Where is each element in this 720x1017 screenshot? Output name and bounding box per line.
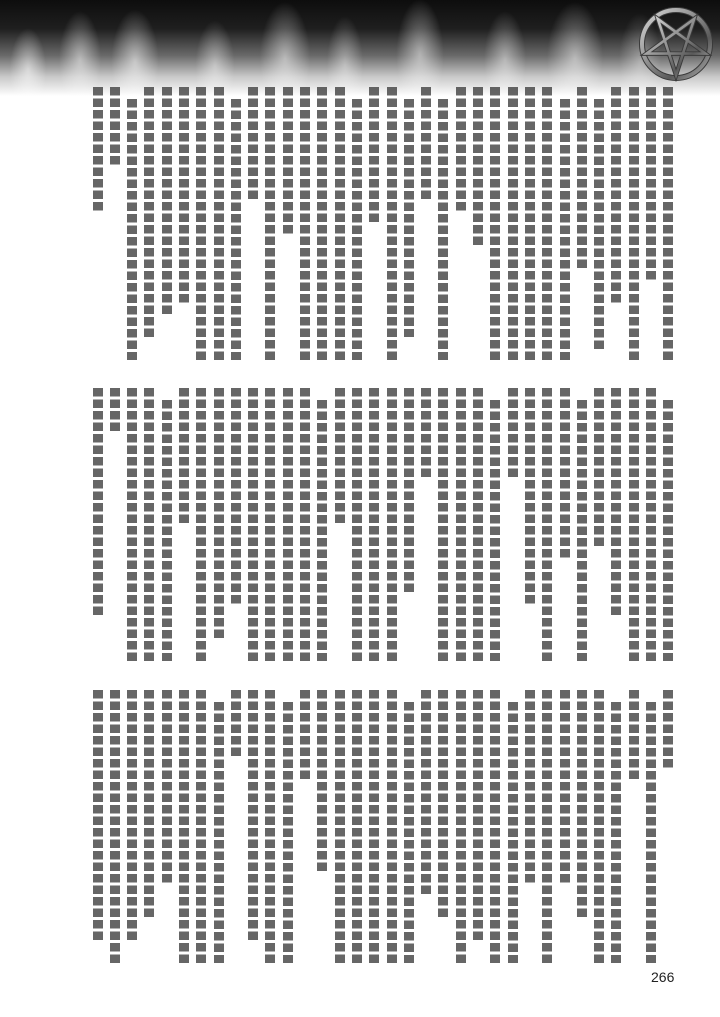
text-line-placeholder xyxy=(387,690,397,963)
text-column xyxy=(331,690,348,970)
text-line-placeholder xyxy=(265,87,275,360)
text-column xyxy=(660,690,677,970)
text-column xyxy=(227,87,244,367)
text-line-placeholder xyxy=(646,702,656,964)
text-line-placeholder xyxy=(352,99,362,361)
text-column xyxy=(279,87,296,367)
text-line-placeholder xyxy=(629,388,639,661)
text-column xyxy=(573,388,590,668)
text-line-placeholder xyxy=(369,690,379,963)
text-line-placeholder xyxy=(196,388,206,661)
text-line-placeholder xyxy=(611,702,621,964)
text-column xyxy=(452,87,469,367)
text-line-placeholder xyxy=(214,388,224,638)
text-tier-2 xyxy=(88,388,677,668)
text-line-placeholder xyxy=(144,388,154,661)
text-line-placeholder xyxy=(196,690,206,963)
text-column xyxy=(418,388,435,668)
text-column xyxy=(124,690,141,970)
text-line-placeholder xyxy=(352,690,362,963)
text-line-placeholder xyxy=(110,388,120,431)
text-column xyxy=(366,388,383,668)
text-line-placeholder xyxy=(508,388,518,477)
text-column xyxy=(521,388,538,668)
text-line-placeholder xyxy=(93,87,103,211)
text-column xyxy=(193,87,210,367)
text-column xyxy=(348,690,365,970)
text-line-placeholder xyxy=(490,87,500,360)
text-column xyxy=(210,87,227,367)
text-column xyxy=(296,87,313,367)
text-column xyxy=(608,87,625,367)
text-column xyxy=(504,690,521,970)
text-line-placeholder xyxy=(127,388,137,661)
text-line-placeholder xyxy=(110,87,120,165)
text-column xyxy=(435,87,452,367)
text-line-placeholder xyxy=(352,388,362,661)
text-column xyxy=(158,87,175,367)
text-line-placeholder xyxy=(317,400,327,662)
text-column xyxy=(591,87,608,367)
text-line-placeholder xyxy=(335,388,345,523)
text-column xyxy=(504,388,521,668)
text-column xyxy=(400,87,417,367)
text-column xyxy=(573,87,590,367)
text-column xyxy=(642,388,659,668)
text-line-placeholder xyxy=(456,388,466,661)
text-column xyxy=(296,690,313,970)
text-column xyxy=(89,690,106,970)
text-line-placeholder xyxy=(300,87,310,360)
text-line-placeholder xyxy=(421,690,431,894)
text-line-placeholder xyxy=(283,388,293,661)
text-column xyxy=(296,388,313,668)
text-line-placeholder xyxy=(490,690,500,963)
text-column xyxy=(556,87,573,367)
inverted-pentagram-icon xyxy=(638,6,714,82)
text-column xyxy=(175,690,192,970)
text-line-placeholder xyxy=(162,690,172,883)
text-column xyxy=(418,690,435,970)
text-column xyxy=(158,690,175,970)
text-column xyxy=(331,87,348,367)
text-column xyxy=(227,388,244,668)
text-line-placeholder xyxy=(663,400,673,662)
text-line-placeholder xyxy=(162,87,172,314)
text-column xyxy=(245,87,262,367)
text-column xyxy=(106,690,123,970)
text-column xyxy=(660,87,677,367)
text-line-placeholder xyxy=(162,400,172,662)
text-line-placeholder xyxy=(646,87,656,280)
text-line-placeholder xyxy=(456,87,466,211)
text-column xyxy=(210,690,227,970)
text-line-placeholder xyxy=(611,388,621,615)
text-column xyxy=(124,87,141,367)
text-line-placeholder xyxy=(438,99,448,361)
text-line-placeholder xyxy=(438,388,448,661)
text-line-placeholder xyxy=(231,388,241,604)
text-column xyxy=(89,388,106,668)
text-line-placeholder xyxy=(560,388,570,558)
text-column xyxy=(383,388,400,668)
text-column xyxy=(314,690,331,970)
text-line-placeholder xyxy=(214,87,224,360)
text-column xyxy=(366,87,383,367)
text-line-placeholder xyxy=(473,388,483,661)
page-number: 266 xyxy=(651,969,675,985)
text-line-placeholder xyxy=(231,99,241,361)
text-line-placeholder xyxy=(663,690,673,768)
text-line-placeholder xyxy=(577,690,587,917)
text-line-placeholder xyxy=(93,690,103,940)
text-column xyxy=(418,87,435,367)
text-column xyxy=(521,690,538,970)
text-column xyxy=(487,388,504,668)
text-line-placeholder xyxy=(335,690,345,963)
text-line-placeholder xyxy=(283,87,293,234)
text-column xyxy=(556,690,573,970)
text-column xyxy=(331,388,348,668)
text-column xyxy=(642,87,659,367)
text-line-placeholder xyxy=(525,690,535,883)
text-column xyxy=(469,690,486,970)
text-line-placeholder xyxy=(196,87,206,360)
text-column xyxy=(452,388,469,668)
text-column xyxy=(262,690,279,970)
text-column xyxy=(400,690,417,970)
text-column xyxy=(193,690,210,970)
text-column xyxy=(89,87,106,367)
text-column xyxy=(141,690,158,970)
text-line-placeholder xyxy=(404,702,414,964)
text-line-placeholder xyxy=(248,87,258,199)
text-column xyxy=(608,690,625,970)
text-line-placeholder xyxy=(542,388,552,661)
text-column xyxy=(487,87,504,367)
header-smoke-banner xyxy=(0,0,720,96)
text-line-placeholder xyxy=(646,388,656,661)
text-line-placeholder xyxy=(179,690,189,963)
text-tier-3 xyxy=(88,690,677,970)
text-column xyxy=(625,690,642,970)
text-column xyxy=(366,690,383,970)
text-line-placeholder xyxy=(421,388,431,477)
text-column xyxy=(348,87,365,367)
text-line-placeholder xyxy=(300,690,310,779)
text-column xyxy=(625,87,642,367)
text-column xyxy=(227,690,244,970)
text-column xyxy=(158,388,175,668)
text-line-placeholder xyxy=(594,388,604,546)
text-line-placeholder xyxy=(594,690,604,963)
text-column xyxy=(504,87,521,367)
text-column xyxy=(210,388,227,668)
text-tier-1 xyxy=(88,87,677,367)
text-line-placeholder xyxy=(317,87,327,360)
text-column xyxy=(625,388,642,668)
text-column xyxy=(124,388,141,668)
text-line-placeholder xyxy=(283,702,293,964)
text-line-placeholder xyxy=(248,690,258,940)
text-line-placeholder xyxy=(577,400,587,662)
text-column xyxy=(556,388,573,668)
text-column xyxy=(469,388,486,668)
text-line-placeholder xyxy=(473,690,483,940)
text-line-placeholder xyxy=(110,690,120,963)
text-column xyxy=(591,388,608,668)
text-line-placeholder xyxy=(560,690,570,883)
text-column xyxy=(539,388,556,668)
text-line-placeholder xyxy=(214,702,224,964)
text-line-placeholder xyxy=(369,87,379,222)
text-column xyxy=(435,388,452,668)
text-line-placeholder xyxy=(473,87,483,245)
text-line-placeholder xyxy=(663,87,673,360)
text-column xyxy=(435,690,452,970)
text-column xyxy=(573,690,590,970)
text-line-placeholder xyxy=(542,690,552,963)
text-line-placeholder xyxy=(335,87,345,360)
text-column xyxy=(279,690,296,970)
text-line-placeholder xyxy=(438,690,448,917)
text-line-placeholder xyxy=(508,87,518,360)
text-line-placeholder xyxy=(248,388,258,661)
text-column xyxy=(193,388,210,668)
text-column xyxy=(383,690,400,970)
text-line-placeholder xyxy=(387,87,397,360)
text-line-placeholder xyxy=(611,87,621,303)
text-column xyxy=(314,87,331,367)
text-column xyxy=(141,388,158,668)
text-line-placeholder xyxy=(542,87,552,360)
text-line-placeholder xyxy=(144,690,154,917)
text-column xyxy=(106,87,123,367)
text-column xyxy=(279,388,296,668)
text-column xyxy=(262,388,279,668)
text-line-placeholder xyxy=(629,690,639,779)
text-line-placeholder xyxy=(127,690,137,940)
text-column xyxy=(175,388,192,668)
text-line-placeholder xyxy=(560,99,570,361)
text-column xyxy=(660,388,677,668)
text-column xyxy=(539,87,556,367)
text-line-placeholder xyxy=(525,87,535,360)
text-line-placeholder xyxy=(369,388,379,661)
text-column xyxy=(245,388,262,668)
text-column xyxy=(175,87,192,367)
text-line-placeholder xyxy=(387,388,397,661)
text-line-placeholder xyxy=(629,87,639,360)
text-column xyxy=(245,690,262,970)
text-line-placeholder xyxy=(179,388,189,523)
text-line-placeholder xyxy=(508,702,518,964)
text-column xyxy=(591,690,608,970)
text-line-placeholder xyxy=(577,87,587,268)
text-column xyxy=(469,87,486,367)
text-line-placeholder xyxy=(525,388,535,604)
text-line-placeholder xyxy=(490,400,500,662)
text-line-placeholder xyxy=(265,690,275,963)
text-column xyxy=(141,87,158,367)
text-column xyxy=(400,388,417,668)
text-column xyxy=(262,87,279,367)
text-line-placeholder xyxy=(300,388,310,661)
text-line-placeholder xyxy=(404,99,414,338)
text-line-placeholder xyxy=(594,99,604,349)
text-line-placeholder xyxy=(179,87,189,303)
text-line-placeholder xyxy=(456,690,466,963)
text-line-placeholder xyxy=(231,690,241,756)
text-column xyxy=(539,690,556,970)
text-line-placeholder xyxy=(265,388,275,661)
text-column xyxy=(452,690,469,970)
text-column xyxy=(487,690,504,970)
text-line-placeholder xyxy=(421,87,431,199)
text-column xyxy=(608,388,625,668)
text-line-placeholder xyxy=(144,87,154,337)
text-column xyxy=(521,87,538,367)
text-line-placeholder xyxy=(127,99,137,361)
text-column xyxy=(383,87,400,367)
text-column xyxy=(106,388,123,668)
text-line-placeholder xyxy=(404,388,414,592)
text-column xyxy=(348,388,365,668)
text-line-placeholder xyxy=(93,388,103,615)
text-column xyxy=(314,388,331,668)
text-line-placeholder xyxy=(317,690,327,871)
text-column xyxy=(642,690,659,970)
